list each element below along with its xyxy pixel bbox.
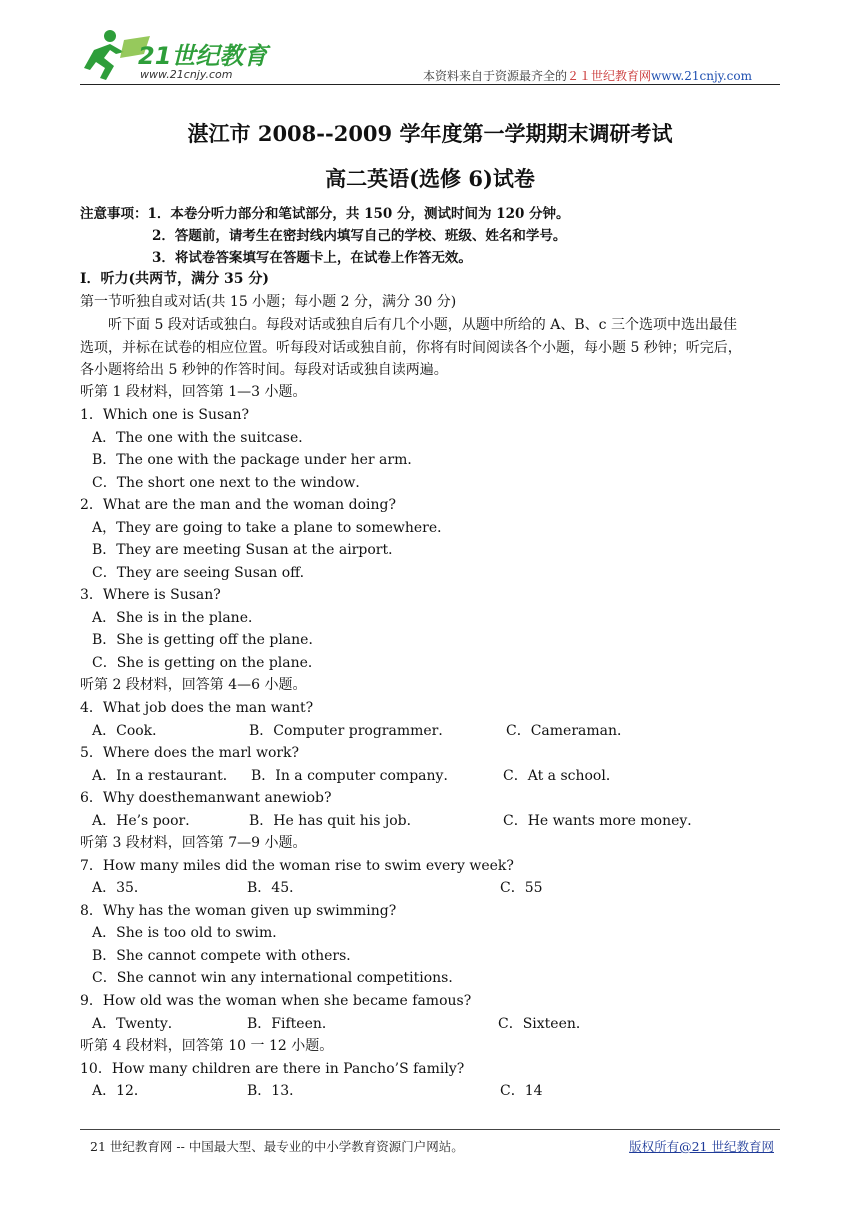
logo-text: 21世纪教育 — [138, 42, 268, 70]
option-7a: A．35． — [92, 880, 148, 896]
logo-url: www.21cnjy.com — [140, 68, 233, 81]
footer-copyright-link[interactable]: 版权所有@21 世纪教育网 — [629, 1139, 774, 1154]
option-2a: A，They are going to take a plane to somewhere． — [92, 520, 452, 536]
option-2c: C．They are seeing Susan off. — [92, 565, 305, 581]
option-10c: C．14 — [500, 1083, 543, 1099]
group-heading-2: 听第 2 段材料，回答第 4—6 小题。 — [80, 677, 307, 693]
option-5a: A．In a restaurant． — [92, 768, 237, 784]
header-note-prefix: 本资料来自于资源最齐全的 — [423, 69, 568, 83]
group-heading-4: 听第 4 段材料，回答第 10 一 12 小题。 — [80, 1038, 334, 1054]
footer-divider — [80, 1129, 780, 1130]
option-2b: B．They are meeting Susan at the airport． — [92, 542, 403, 558]
option-3b: B．She is getting off the plane． — [92, 632, 323, 648]
option-9c: C．Sixteen． — [498, 1016, 590, 1032]
option-4a: A．Cook． — [92, 723, 167, 739]
option-6c: C．He wants more money． — [503, 813, 702, 829]
option-8a: A．She is too old to swim． — [92, 925, 287, 941]
option-8b: B．She cannot compete with others． — [92, 948, 361, 964]
question-10: 10．How many children are there in Pancho’S family? — [80, 1061, 465, 1077]
question-8: 8．Why has the woman given up swimming? — [80, 903, 397, 919]
notice-1: 注意事项：1．本卷分听力部分和笔试部分，共 150 分，测试时间为 120 分钟。 — [80, 206, 570, 222]
option-8c: C．She cannot win any international competitions． — [92, 970, 463, 986]
instruction-line-1: 听下面 5 段对话或独白。每段对话或独自后有几个小题，从题中所给的 A、B、c 三个选项中选出最佳 — [108, 317, 737, 333]
header-divider — [80, 84, 780, 85]
option-1a: A．The one with the suitcase． — [92, 430, 313, 446]
instruction-line-3: 各小题将给出 5 秒钟的作答时间。每段对话或独自读两遍。 — [80, 362, 448, 378]
option-6b: B．He has quit his job． — [249, 813, 421, 829]
footer-tagline: 21 世纪教育网 -- 中国最大型、最专业的中小学教育资源门户网站。 — [90, 1139, 464, 1154]
question-3: 3．Where is Susan? — [80, 587, 221, 603]
exam-title: 湛江市 2008--2009 学年度第一学期期末调研考试 — [187, 121, 673, 146]
part1-heading: 第一节听独自或对话(共 15 小题；每小题 2 分，满分 30 分) — [80, 294, 457, 310]
notice-3: 3．将试卷答案填写在答题卡上，在试卷上作答无效。 — [152, 250, 472, 266]
option-3c: C．She is getting on the plane． — [92, 655, 322, 671]
option-1c: C．The short one next to the window． — [92, 475, 370, 491]
instruction-line-2: 选项，并标在试卷的相应位置。听每段对话或独自前，你将有时间阅读各个小题，每小题 5 秒钟；听完后， — [80, 340, 742, 356]
option-3a: A．She is in the plane． — [92, 610, 262, 626]
section-heading: I．听力(共两节，满分 35 分) — [80, 271, 270, 287]
option-6a: A．He’s poor． — [92, 813, 200, 829]
header-note — [423, 67, 752, 84]
option-10a: A．12． — [92, 1083, 148, 1099]
site-logo — [80, 24, 290, 88]
option-9a: A．Twenty． — [92, 1016, 182, 1032]
question-1: 1．Which one is Susan? — [80, 407, 250, 423]
option-5b: B．In a computer company． — [251, 768, 458, 784]
group-heading-1: 听第 1 段材料，回答第 1—3 小题。 — [80, 384, 307, 400]
option-10b: B．13． — [247, 1083, 304, 1099]
group-heading-3: 听第 3 段材料，回答第 7—9 小题。 — [80, 835, 307, 851]
exam-subtitle: 高二英语(选修 6)试卷 — [325, 166, 535, 191]
notice-2: 2．答题前，请考生在密封线内填写自己的学校、班级、姓名和学号。 — [152, 228, 567, 244]
question-9: 9．How old was the woman when she became famous? — [80, 993, 472, 1009]
question-7: 7．How many miles did the woman rise to swim every week? — [80, 858, 514, 874]
question-2: 2．What are the man and the woman doing? — [80, 497, 396, 513]
option-4b: B．Computer programmer． — [249, 723, 453, 739]
question-5: 5．Where does the marl work? — [80, 745, 300, 761]
question-6: 6．Why doesthemanwant anewiob? — [80, 790, 332, 806]
option-7b: B．45． — [247, 880, 304, 896]
option-1b: B．The one with the package under her arm． — [92, 452, 422, 468]
question-4: 4．What job does the man want? — [80, 700, 314, 716]
option-5c: C．At a school． — [503, 768, 620, 784]
option-7c: C．55 — [500, 880, 543, 896]
runner-logo-icon — [80, 24, 290, 88]
header-note-url[interactable]: www.21cnjy.com — [651, 69, 752, 83]
option-4c: C．Cameraman． — [506, 723, 632, 739]
option-9b: B．Fifteen． — [247, 1016, 336, 1032]
header-note-site: ２１世纪教育网 — [567, 69, 652, 83]
